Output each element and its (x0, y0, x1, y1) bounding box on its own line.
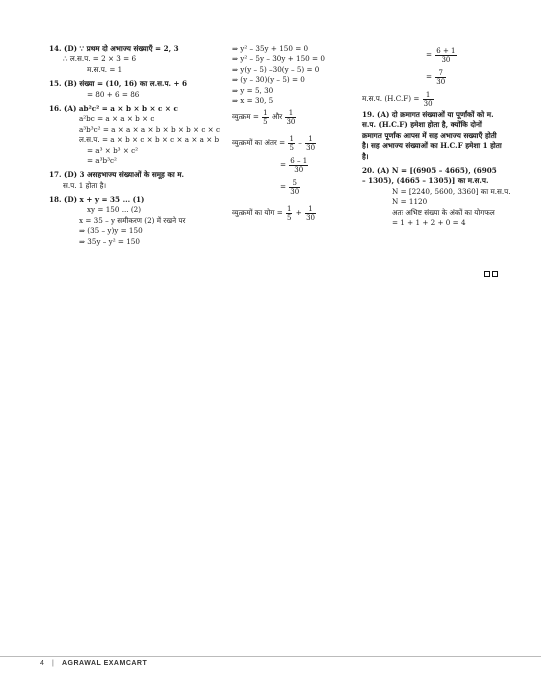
operator-text: और (269, 112, 285, 122)
numerator: 1 (285, 109, 296, 118)
fraction (423, 91, 434, 108)
solution-line: = 1 + 1 + 2 + 0 = 4 (392, 218, 466, 228)
fraction-line (362, 88, 502, 110)
solution-line: 16. (A) ab²c² = a × b × b × c × c (49, 103, 178, 113)
page-footer (0, 656, 541, 670)
operator-text: + (293, 208, 305, 218)
footer-separator: | (52, 660, 54, 667)
denominator: 30 (290, 187, 300, 196)
fraction (305, 205, 316, 222)
solution-line: x = 35 – y समीकरण (2) में रखने पर (79, 215, 186, 225)
solution-line: a²bc = a × a × b × c (79, 114, 155, 124)
solution-line: 19. (A) दो क्रमागत संख्याओं या पूर्णांकों को म. स.प. (H.C.F) हमेशा होता है, क्योंकि दोनों क्रमागत पूर्णांक आपस में सह अभाज्य सख्याएँ होती है। सह अभाज्य संख्याओं का H.C.F हमेशा 1 होता है। (362, 110, 502, 161)
solution-line: 15. (B) संख्या = (10, 16) का ल.स.प. + 6 (49, 79, 188, 89)
denominator: 30 (441, 55, 451, 64)
denominator: 30 (306, 143, 316, 152)
square-icon (492, 271, 498, 277)
solution-line: xy = 150 ... (2) (87, 205, 142, 215)
column-3 (362, 44, 511, 228)
denominator: 30 (423, 99, 433, 108)
fraction (435, 47, 456, 64)
numerator: 1 (305, 205, 316, 214)
numerator: 1 (423, 91, 434, 100)
fraction-prefix: म.स.प. (H.C.F) = (362, 93, 422, 103)
operator-text: – (295, 138, 305, 148)
fraction-line (362, 44, 502, 66)
fraction-prefix: व्युत्क्रमों का योग = (232, 208, 286, 218)
numerator: 6 + 1 (436, 46, 456, 55)
end-of-section-mark (484, 271, 498, 277)
solution-line: a³b³c² = a × a × a × b × b × b × c × c (79, 124, 220, 134)
numerator: 1 (289, 134, 294, 143)
fraction (262, 109, 268, 126)
fraction (285, 109, 296, 126)
numerator: 7 (435, 69, 446, 78)
denominator: 5 (289, 143, 294, 152)
solution-line: ⇒ y(y – 5) –30(y – 5) = 0 (232, 64, 320, 74)
fraction-prefix: = (362, 71, 435, 81)
numerator: 1 (305, 135, 316, 144)
denominator: 30 (286, 117, 296, 126)
numerator: 5 (289, 179, 300, 188)
denominator: 30 (294, 165, 304, 174)
solution-line: 14. (D) ∵ प्रथम दो अभाज्य संख्याएँ = 2, 3 (49, 44, 179, 53)
denominator: 30 (436, 77, 446, 86)
solution-line: = a³ × b³ × c² (87, 145, 139, 155)
fraction (305, 135, 316, 152)
solution-line: = 80 + 6 = 86 (87, 89, 140, 99)
solution-line: ⇒ y² – 35y + 150 = 0 (232, 44, 309, 53)
column-1 (49, 44, 229, 247)
solution-line: N = 1120 (392, 197, 428, 207)
fraction-line (232, 154, 352, 176)
solution-line: ⇒ y² – 5y – 30y + 150 = 0 (232, 54, 325, 64)
fraction (288, 135, 294, 152)
fraction (286, 205, 292, 222)
solution-line: = a³b³c² (87, 155, 117, 165)
fraction-prefix: व्युत्क्रमों का अंतर = (232, 138, 288, 148)
denominator: 5 (287, 213, 292, 222)
fraction (289, 157, 308, 174)
solution-line: ⇒ 35y – y² = 150 (79, 236, 140, 246)
publisher-brand: AGRAWAL EXAMCART (62, 660, 148, 667)
solution-line: ∴ ल.स.प. = 2 × 3 = 6 (63, 54, 137, 64)
fraction-line (232, 106, 352, 128)
solution-line: स.प. 1 होता है। (63, 180, 107, 190)
denominator: 5 (263, 117, 268, 126)
numerator: 1 (287, 204, 292, 213)
fraction-line (362, 66, 502, 88)
fraction-line (232, 176, 352, 198)
denominator: 30 (306, 213, 315, 222)
fraction (435, 69, 446, 86)
solution-line: 18. (D) x + y = 35 ... (1) (49, 195, 145, 205)
solution-line: ल.स.प. = a × b × c × b × c × a × a × b (79, 135, 220, 145)
solution-line: N = [2240, 5600, 3360] का म.स.प. (392, 186, 511, 196)
solution-line: अतः अभिष्ट संख्या के अंकों का योगफल (392, 207, 495, 217)
square-icon (484, 271, 490, 277)
solution-line: 20. (A) N = [(6905 – 4665), (6905 – 1305), (4665 – 1305)] का म.स.प. (362, 166, 497, 186)
solution-line: ⇒ y = 5, 30 (232, 85, 274, 95)
fraction-prefix: व्युत्क्रम = (232, 112, 262, 122)
fraction-prefix: = (232, 182, 289, 192)
fraction (289, 179, 300, 196)
solution-line: ⇒ (y – 30)(y – 5) = 0 (232, 75, 305, 85)
column-2 (232, 44, 352, 224)
solution-line: ⇒ x = 30, 5 (232, 95, 274, 105)
fraction-line (232, 202, 352, 224)
numerator: 1 (263, 108, 268, 117)
fraction-line (232, 132, 352, 154)
solution-line: म.स.प. = 1 (87, 64, 123, 74)
fraction-prefix: = (362, 49, 435, 59)
fraction-prefix: = (232, 160, 289, 170)
page-number: 4 (40, 660, 44, 667)
solution-line: 17. (D) 3 असहभाज्य संख्याओं के समूह का म. (49, 170, 185, 180)
solution-line: ⇒ (35 – y)y = 150 (79, 226, 143, 236)
numerator: 6 – 1 (290, 156, 308, 165)
